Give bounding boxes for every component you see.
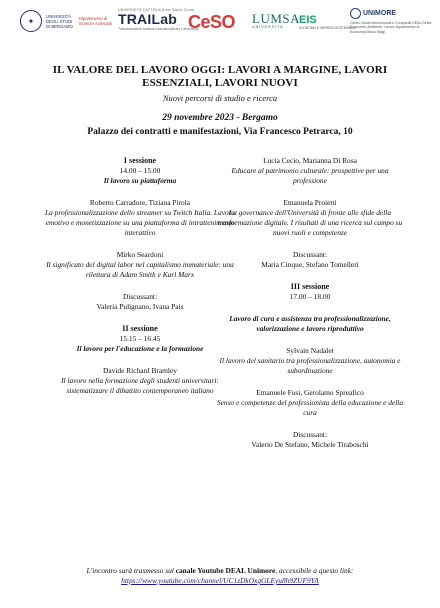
discussant-3-label: Discussant: <box>292 430 328 439</box>
footer-pre: L'incontro sarà trasmesso sul <box>86 566 176 575</box>
trailab-top: UNIVERSITÀ CATTOLICA del Sacro Cuore <box>118 8 195 12</box>
talk-7-speakers: Emanuele Fusi, Gerolamo Spreafico <box>256 388 364 397</box>
talk-2-title: Il significato del digital labor nel capitalismo immateriale: una rilettura di Adam Smith e Karl Marx <box>46 260 234 279</box>
subtitle: Nuovi percorsi di studio e ricerca <box>162 93 278 103</box>
unimore-name: UNIMORE <box>363 10 397 17</box>
title-line-1: IL VALORE DEL LAVORO OGGI: LAVORI A MARGINE, LAVORI <box>52 64 388 76</box>
talk-3-title: Il lavoro nella formazione degli studenti universitari: sistematizzare il dibattito contemporaneo italiano <box>61 376 219 395</box>
unimore-logo <box>350 8 434 34</box>
eis-logo <box>299 15 356 30</box>
talk-4-title: Educare al patrimonio culturale: prospettive per una professione <box>231 166 389 185</box>
trailab-logo <box>118 8 199 32</box>
talk-7-title: Senso e competenze del professionista della educazione e della cura <box>216 398 404 417</box>
lumsa-logo <box>252 12 300 29</box>
eis-name: EIS <box>299 14 317 26</box>
unibg-seal-icon: ✦ <box>20 10 42 32</box>
eis-sub: ECONOMIA E IMPRESA SOSTENIBILE <box>299 26 357 30</box>
event-date: 29 novembre 2023 - Bergamo <box>162 113 278 123</box>
session-3-title: Lavoro di cura e assistenza tra professionalizzazione, valorizzazione e lavoro riproduttivo <box>229 314 391 333</box>
event-venue: Palazzo dei contratti e manifestazioni, Via Francesco Petrarca, 10 <box>87 127 353 137</box>
talk-1-speakers: Roberto Carradore, Tiziana Pirola <box>89 198 191 207</box>
session-2-label: II sessione <box>122 324 158 333</box>
unibg-name: UNIVERSITÀ DEGLI STUDI DI BERGAMO <box>46 13 73 29</box>
program-left-column <box>45 156 235 396</box>
discussant-2-label: Discussant: <box>292 250 328 259</box>
logo-bar <box>0 6 440 42</box>
talk-3-speakers: Davide Richard Bramley <box>103 366 177 375</box>
unibg-dept: Dipartimento di Scienze Aziendali <box>79 16 112 26</box>
lumsa-name: LUMSA <box>252 11 301 26</box>
session-1-label: I sessione <box>123 156 157 165</box>
session-2-title: Il lavoro per l'educazione e la formazione <box>76 344 204 353</box>
unimore-desc: Centro Studi Internazionali e Comparati DEAL Diritto, Economia, Ambiente, Lavoro Dipartimento di Economia Marco Biagi <box>350 21 433 34</box>
youtube-link[interactable]: https://www.youtube.com/channel/UC1zDkOxgGLEyu8h9ZUF9YA <box>121 576 319 585</box>
unimore-seal-icon <box>350 8 361 19</box>
footer-post: , accessibile a questo link: <box>275 566 354 575</box>
talk-6-title: Il lavoro del sanitario tra professionalizzazione, autonomia e subordinazione <box>219 356 401 375</box>
talk-6-speakers: Sylvain Nadalet <box>286 346 334 355</box>
trailab-tag: Transformative Actions Interdisciplinary Laboratory <box>118 27 199 31</box>
session-1-title: Il lavoro su piattaforma <box>103 176 177 185</box>
discussant-3-names: Valerio De Stefano, Michele Tiraboschi <box>251 440 369 449</box>
title-line-2: ESSENZIALI, LAVORI NUOVI <box>142 77 298 89</box>
discussant-2-names: Maria Cinque, Stefano Tomelleri <box>261 260 359 269</box>
session-1-time: 14.00 – 15.00 <box>119 166 161 175</box>
footer-channel: canale Youtube DEAL Unimore <box>175 566 276 575</box>
discussant-1-names: Valeria Pulignano, Ivana Pais <box>96 302 184 311</box>
program-right-column <box>215 156 405 450</box>
session-3-label: III sessione <box>290 282 330 291</box>
talk-2-speakers: Mirko Seardoni <box>116 250 164 259</box>
page-title <box>0 64 440 90</box>
streaming-note <box>0 566 440 586</box>
trailab-name: TRAILab <box>118 11 177 27</box>
session-2-time: 15.15 – 16.45 <box>119 334 161 343</box>
session-3-time: 17.00 – 18.00 <box>289 292 331 301</box>
discussant-1-label: Discussant: <box>122 292 158 301</box>
talk-5-speakers: Emanuela Proietti <box>283 198 337 207</box>
talk-1-title: La professionalizzazione dello streamer su Twitch Italia. Lavoro emotivo e monetizzazione su una piattaforma di intrattenimento interattivo <box>45 208 235 237</box>
talk-4-speakers: Lucia Cecio, Marianna Di Rosa <box>263 156 357 165</box>
ceso-logo: CeSO <box>188 12 236 32</box>
lumsa-sub: UNIVERSITÀ <box>252 25 284 29</box>
unibg-logo <box>20 10 113 32</box>
talk-5-title: La governance dell'Università di fronte alle sfide della trasformazione digitale. I risultati di una ricerca sul campo su nuovi ruoli e competenze <box>217 208 403 237</box>
